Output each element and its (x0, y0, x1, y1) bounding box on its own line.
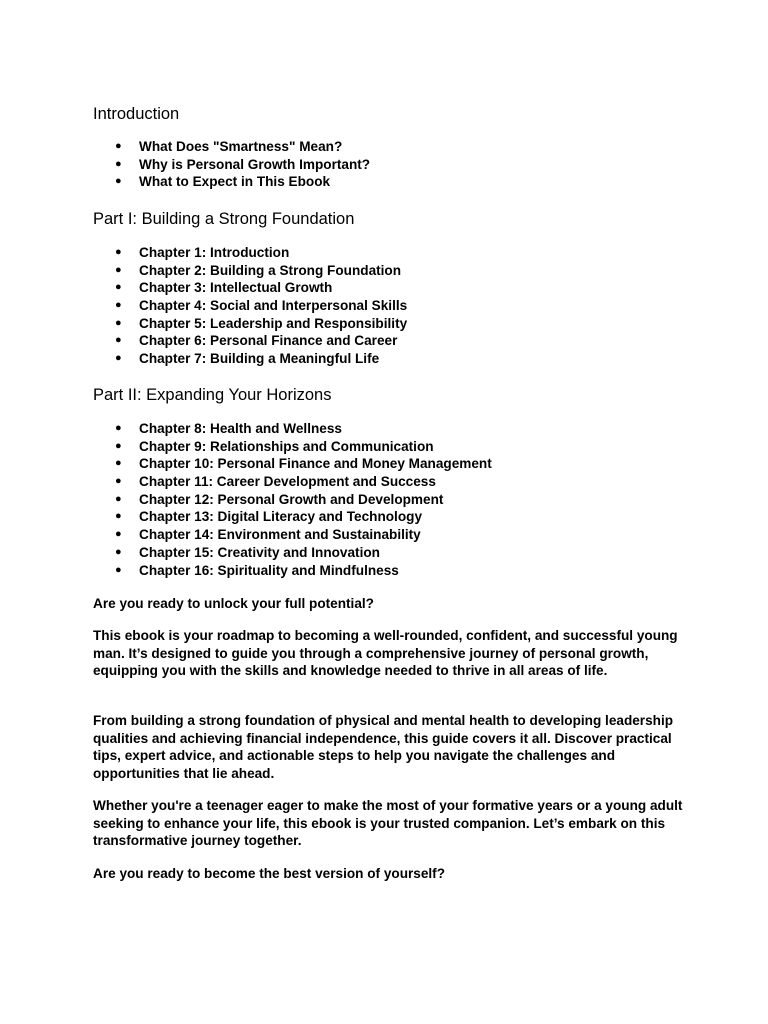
list-item: ● What Does "Smartness" Mean? (115, 139, 343, 154)
bullet-icon: ● (115, 475, 122, 488)
list-item: ● Chapter 11: Career Development and Success (115, 474, 436, 490)
bullet-icon: ● (115, 157, 122, 170)
intro-heading: Introduction (93, 105, 180, 123)
bullet-icon: ● (115, 263, 122, 276)
list-item: ● Chapter 9: Relationships and Communication (115, 438, 434, 454)
list-item: ● Chapter 5: Leadership and Responsibility (115, 315, 408, 331)
list-item: ● Chapter 3: Intellectual Growth (115, 280, 333, 296)
list-item: ● Why is Personal Growth Important? (115, 156, 371, 172)
list-item: ● Chapter 4: Social and Interpersonal Skills (115, 298, 408, 314)
paragraph-question-2: Are you ready to become the best version of yourself? (93, 866, 446, 881)
bullet-icon: ● (115, 281, 122, 294)
part2-heading: Part II: Expanding Your Horizons (93, 386, 332, 404)
intro-list (93, 138, 370, 191)
bullet-icon: ● (115, 492, 122, 505)
bullet-icon: ● (115, 175, 122, 188)
bullet-icon: ● (115, 457, 122, 470)
bullet-icon: ● (115, 334, 122, 347)
bullet-icon: ● (115, 439, 122, 452)
bullet-icon: ● (115, 545, 122, 558)
list-item: ● Chapter 2: Building a Strong Foundation (115, 262, 402, 278)
bullet-icon: ● (115, 422, 122, 434)
list-item: ● Chapter 1: Introduction (115, 245, 290, 260)
part1-list (93, 244, 407, 368)
list-item: ● Chapter 7: Building a Meaningful Life (115, 351, 380, 367)
list-item: ● Chapter 8: Health and Wellness (115, 421, 342, 436)
bullet-icon: ● (115, 352, 122, 365)
list-item: ● Chapter 16: Spirituality and Mindfulness (115, 562, 399, 578)
bullet-icon: ● (115, 246, 122, 258)
paragraph-question-1: Are you ready to unlock your full potential? (93, 596, 374, 611)
paragraph-foundation: From building a strong foundation of physical and mental health to developing leadership qualities and achieving financial independence, this guide covers it all. Discover practical tips, expert advice, and actionable steps to help you navigate the challenges and opportunities that lie ahead. (93, 713, 674, 782)
bullet-icon: ● (115, 316, 122, 329)
list-item: ● Chapter 13: Digital Literacy and Technology (115, 509, 423, 525)
bullet-icon: ● (115, 563, 122, 576)
paragraph-roadmap: This ebook is your roadmap to becoming a well-rounded, confident, and successful young man. It’s designed to guide you through a comprehensive journey of personal growth, equipping you with the skills and knowledge needed to thrive in all areas of life. (93, 628, 678, 679)
paragraph-companion: Whether you're a teenager eager to make the most of your formative years or a young adult seeking to enhance your life, this ebook is your trusted companion. Let’s embark on this transformative journey together. (93, 798, 683, 849)
list-item: ● What to Expect in This Ebook (115, 174, 331, 190)
list-item: ● Chapter 15: Creativity and Innovation (115, 544, 380, 560)
list-item: ● Chapter 10: Personal Finance and Money Management (115, 456, 492, 472)
part2-list (93, 420, 492, 579)
bullet-icon: ● (115, 528, 122, 541)
bullet-icon: ● (115, 299, 122, 312)
list-item: ● Chapter 12: Personal Growth and Development (115, 491, 444, 507)
list-item: ● Chapter 6: Personal Finance and Career (115, 333, 398, 349)
part1-heading: Part I: Building a Strong Foundation (93, 210, 355, 228)
bullet-icon: ● (115, 510, 122, 523)
list-item: ● Chapter 14: Environment and Sustainability (115, 527, 421, 543)
bullet-icon: ● (115, 140, 122, 152)
